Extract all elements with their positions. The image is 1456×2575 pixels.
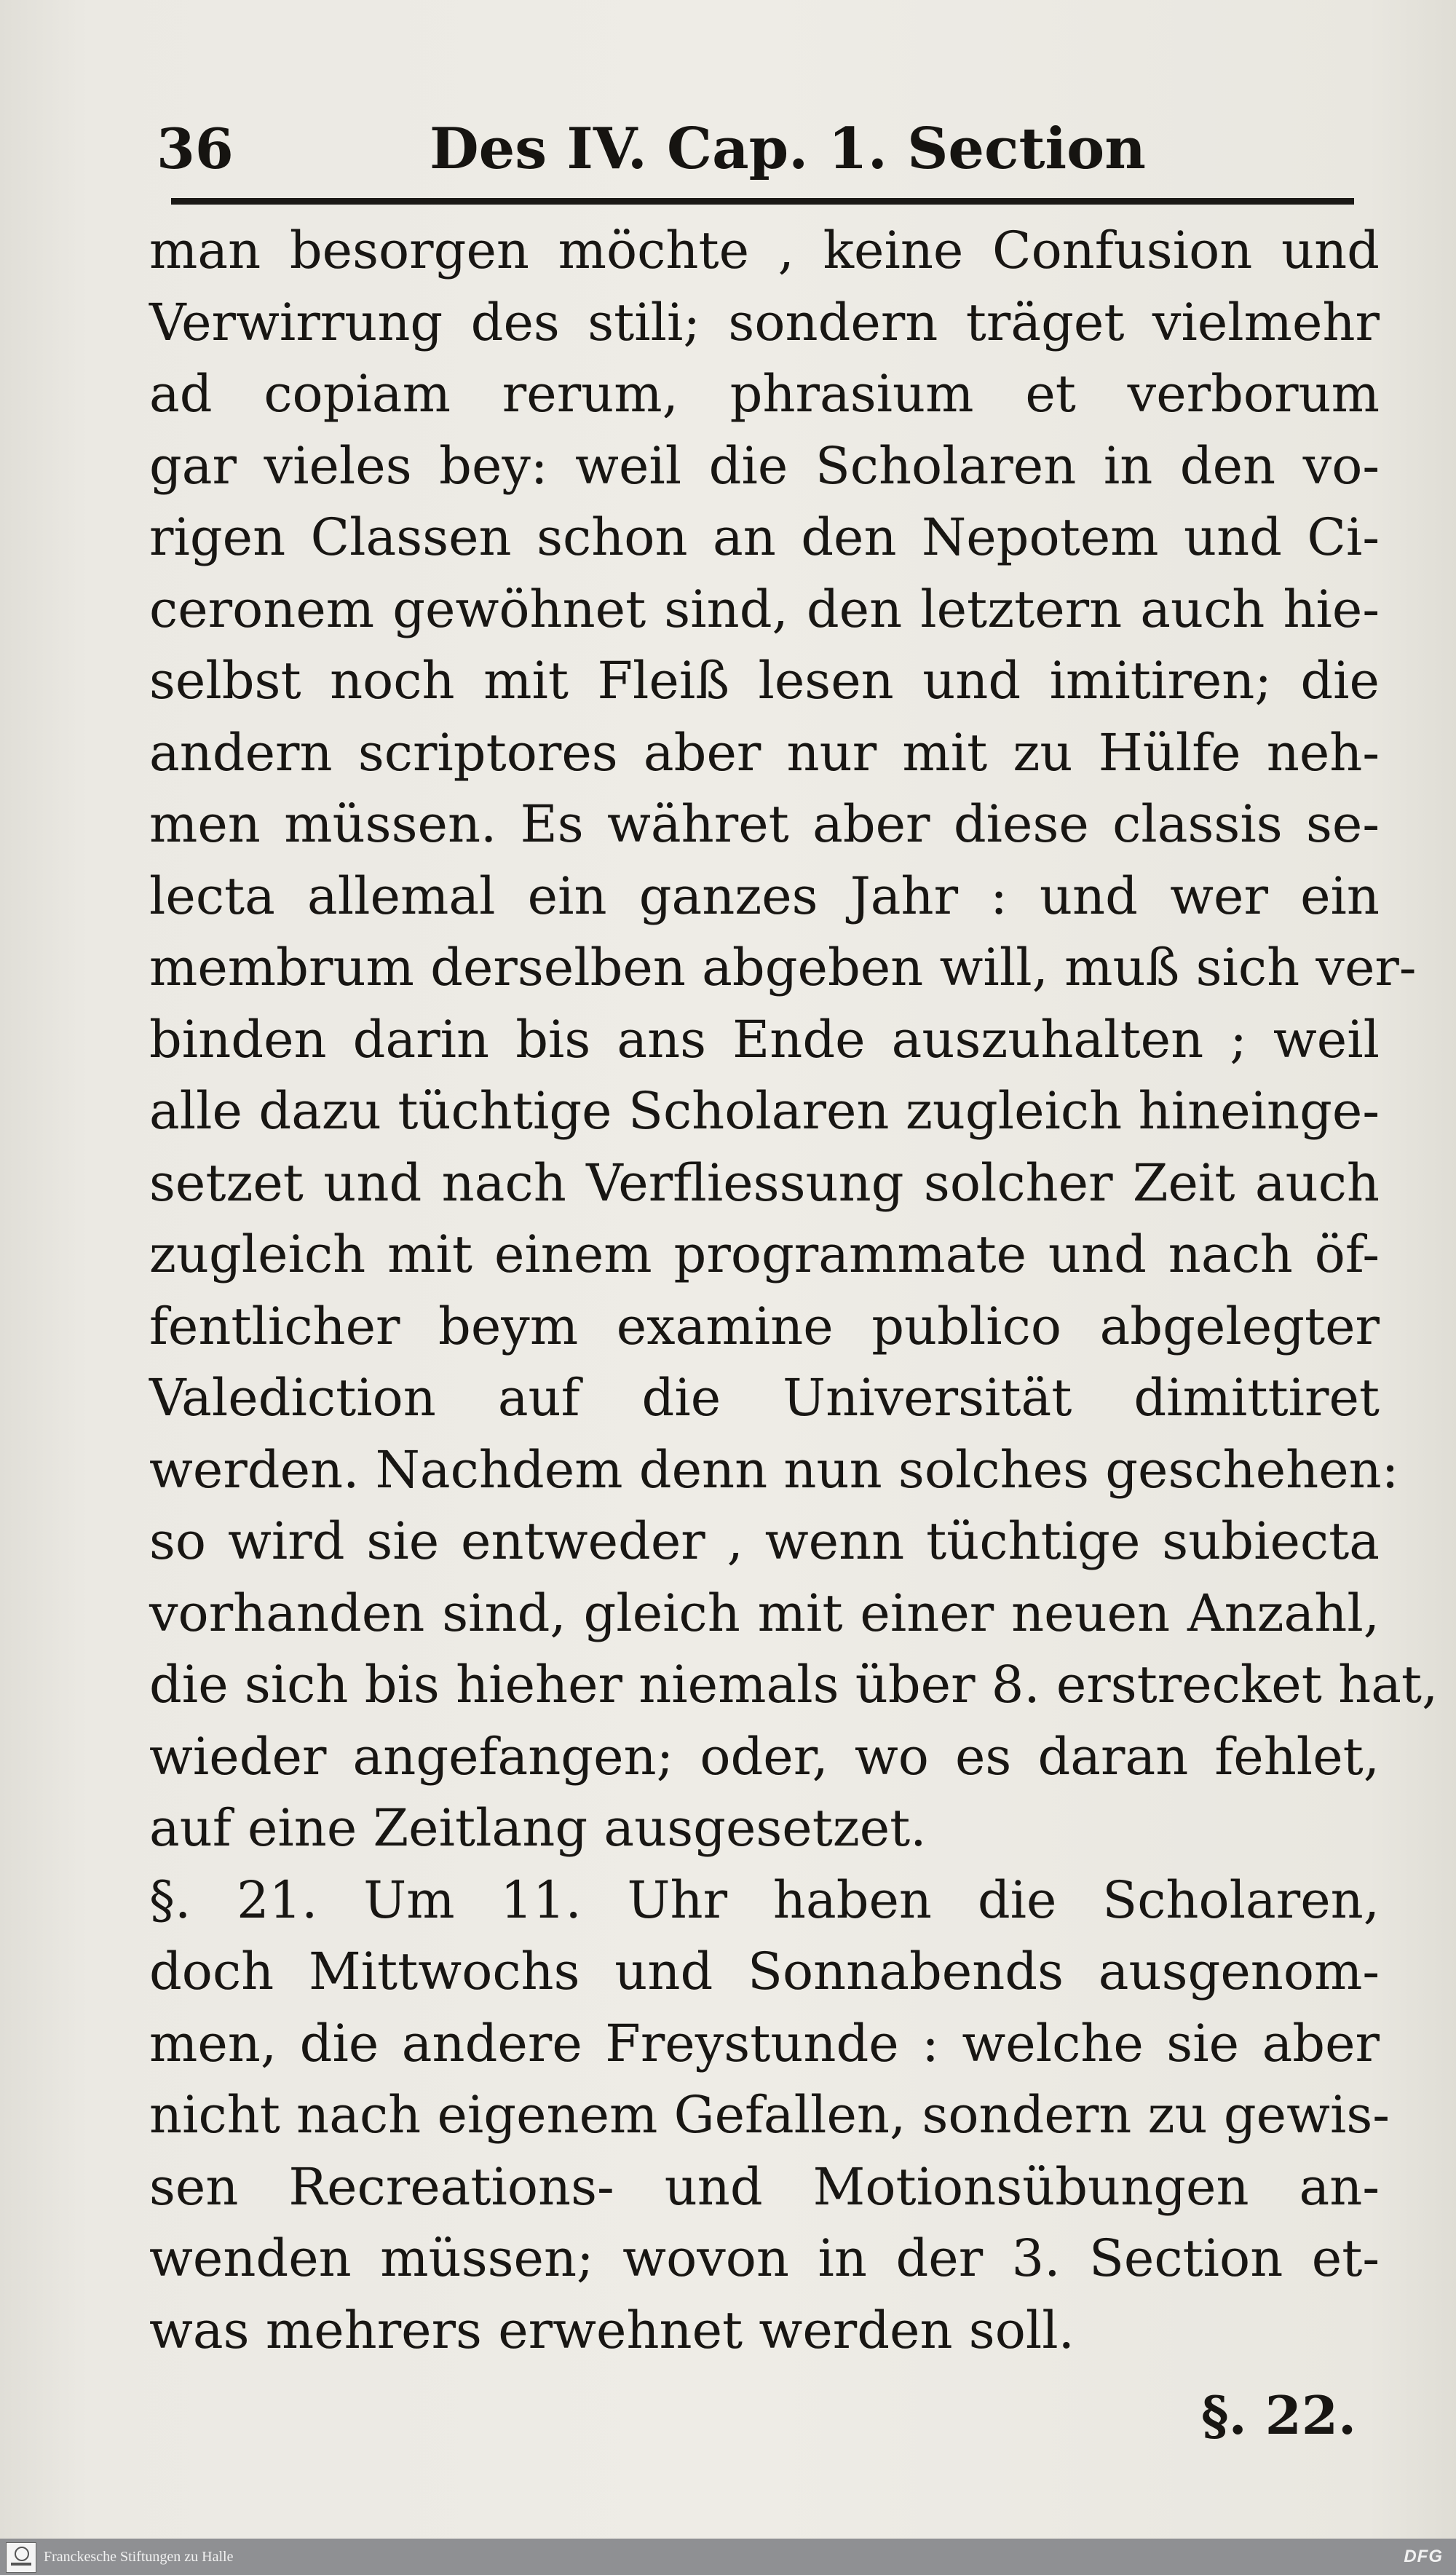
paragraph-end-line: was mehrers erwehnet werden soll.	[149, 2300, 1075, 2360]
text-line: sen Recreations- und Motionsübungen an-	[149, 2156, 1380, 2217]
body-text	[149, 215, 1439, 2366]
text-line: so wird sie entweder , wenn tüchtige subiecta	[149, 1511, 1380, 1571]
text-line: Valediction auf die Universität dimittiret	[149, 1368, 1380, 1428]
text-line: ceronem gewöhnet sind, den letztern auch hie-	[149, 579, 1380, 639]
paragraph-end-line: auf eine Zeitlang ausgesetzet.	[149, 1798, 927, 1858]
text-line: binden darin bis ans Ende auszuhalten ; weil	[149, 1009, 1380, 1069]
footer-institution: Franckesche Stiftungen zu Halle	[44, 2549, 234, 2565]
text-line: men, die andere Freystunde : welche sie aber	[149, 2013, 1380, 2073]
text-line: werden. Nachdem denn nun solches geschehen:	[149, 1439, 1399, 1500]
text-line: selbst noch mit Fleiß lesen und imitiren; die	[149, 651, 1380, 711]
text-line: nicht nach eigenem Gefallen, sondern zu gewis-	[149, 2085, 1390, 2145]
text-line: membrum derselben abgeben will, muß sich ver-	[149, 938, 1417, 997]
text-line: men müssen. Es währet aber diese classis se-	[149, 794, 1380, 854]
text-line: vorhanden sind, gleich mit einer neuen Anzahl,	[149, 1583, 1380, 1643]
dfg-logo: DFG	[1404, 2547, 1443, 2566]
running-title: Des IV. Cap. 1. Section	[430, 116, 1146, 182]
text-line: Verwirrung des stili; sondern träget vielmehr	[149, 292, 1380, 352]
text-line: gar vieles bey: weil die Scholaren in den vo-	[149, 435, 1380, 496]
text-line: die sich bis hieher niemals über 8. erstrecket hat,	[149, 1655, 1439, 1714]
text-line: andern scriptores aber nur mit zu Hülfe neh-	[149, 722, 1380, 783]
text-line: wieder angefangen; oder, wo es daran fehlet,	[149, 1726, 1380, 1787]
text-line: wenden müssen; wovon in der 3. Section et-	[149, 2228, 1380, 2288]
text-line: man besorgen möchte , keine Confusion und	[149, 221, 1380, 280]
text-line: zugleich mit einem programmate und nach öf-	[149, 1225, 1380, 1284]
text-line: alle dazu tüchtige Scholaren zugleich hineinge-	[149, 1081, 1380, 1141]
text-line: ad copiam rerum, phrasium et verborum	[149, 364, 1380, 424]
text-line: doch Mittwochs und Sonnabends ausgenom-	[149, 1942, 1380, 2001]
viewer-footer-bar	[0, 2539, 1456, 2575]
francke-foundation-logo-icon	[6, 2542, 36, 2573]
section-start-line: §. 21. Um 11. Uhr haben die Scholaren,	[149, 1870, 1380, 1930]
text-line: rigen Classen schon an den Nepotem und Ci-	[149, 507, 1380, 567]
text-line: setzet und nach Verfliessung solcher Zeit auch	[149, 1152, 1380, 1213]
page-number: 36	[157, 116, 234, 181]
text-line: lecta allemal ein ganzes Jahr : und wer ein	[149, 866, 1380, 926]
header-rule	[171, 198, 1354, 205]
text-line: fentlicher beym examine publico abgelegter	[149, 1296, 1380, 1356]
catchword: §. 22.	[1201, 2384, 1357, 2446]
page-header	[157, 109, 1365, 189]
